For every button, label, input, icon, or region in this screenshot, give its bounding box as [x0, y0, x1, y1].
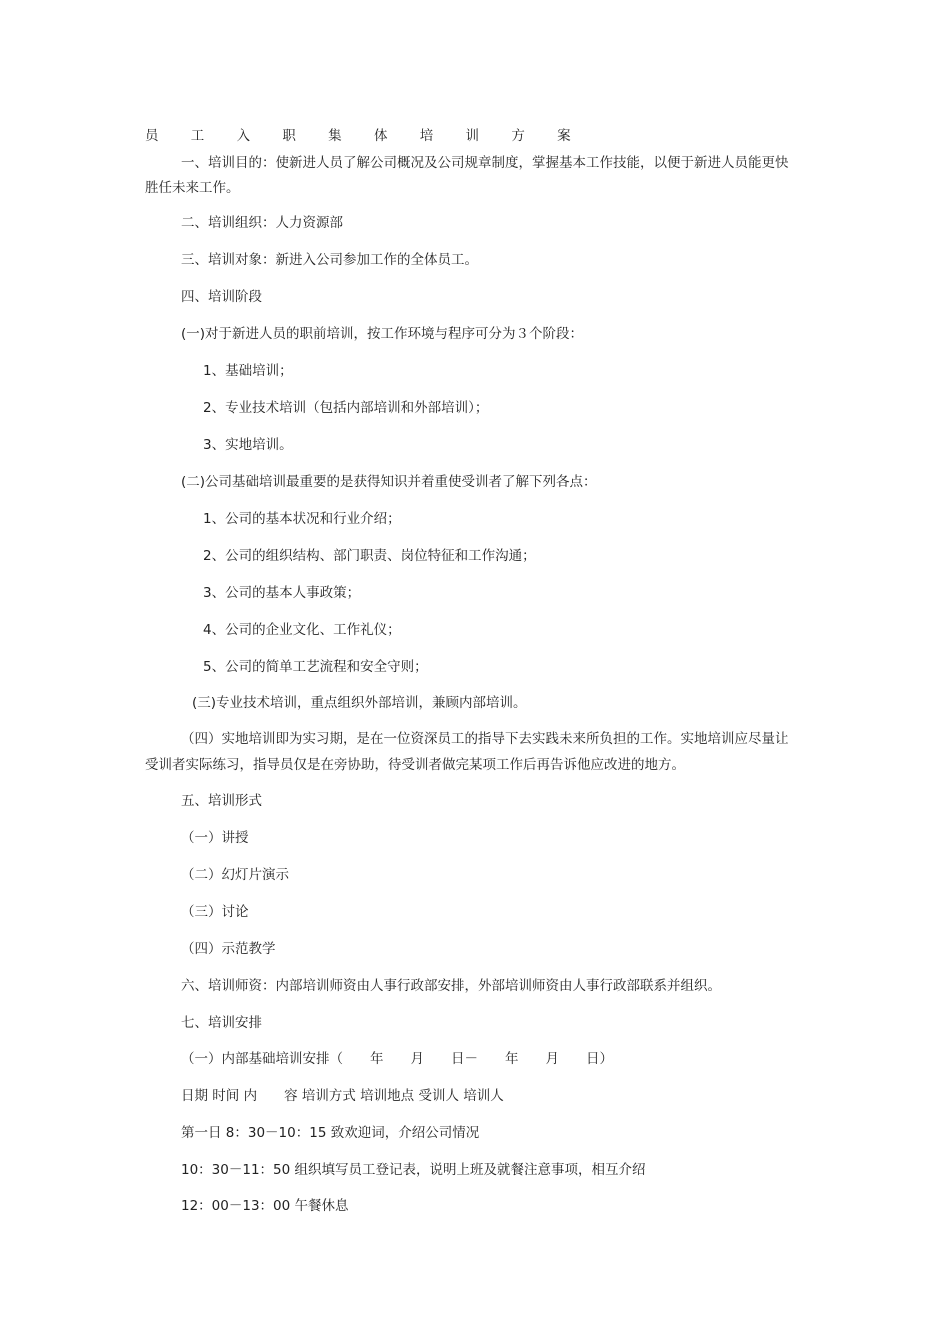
- list-item: 4、公司的企业文化、工作礼仪；: [203, 622, 401, 638]
- stage-four-line2: 受训者实际练习，指导员仅是在旁协助，待受训者做完某项工作后再告诉他应改进的地方。: [145, 757, 685, 773]
- section-schedule-heading: 七、培训安排: [181, 1015, 262, 1031]
- list-item: 3、实地培训。: [203, 437, 293, 453]
- table-row: 12：00－13：00 午餐休息: [181, 1198, 349, 1214]
- list-item: （二）幻灯片演示: [181, 867, 289, 883]
- section-purpose-line2: 胜任未来工作。: [145, 180, 240, 196]
- list-item: 5、公司的简单工艺流程和安全守则；: [203, 659, 428, 675]
- list-item: 3、公司的基本人事政策；: [203, 585, 361, 601]
- list-item: （三）讨论: [181, 904, 249, 920]
- internal-training-dates: （一）内部基础培训安排（ 年 月 日－ 年 月 日）: [181, 1051, 613, 1067]
- table-row: 第一日 8：30－10：15 致欢迎词，介绍公司情况: [181, 1125, 480, 1141]
- table-row: 10：30－11：50 组织填写员工登记表，说明上班及就餐注意事项，相互介绍: [181, 1162, 646, 1178]
- section-forms-heading: 五、培训形式: [181, 793, 262, 809]
- section-purpose-line1: 一、培训目的：使新进人员了解公司概况及公司规章制度，掌握基本工作技能，以便于新进人员能更快: [181, 155, 789, 171]
- section-target: 三、培训对象：新进入公司参加工作的全体员工。: [181, 252, 478, 268]
- list-item: 1、基础培训；: [203, 363, 293, 379]
- section-stages-heading: 四、培训阶段: [181, 289, 262, 305]
- stage-three: (三)专业技术培训，重点组织外部培训，兼顾内部培训。: [192, 695, 527, 711]
- stage-two-intro: (二)公司基础培训最重要的是获得知识并着重使受训者了解下列各点：: [181, 474, 597, 490]
- schedule-table-header: 日期 时间 内 容 培训方式 培训地点 受训人 培训人: [181, 1088, 504, 1104]
- list-item: 2、专业技术培训（包括内部培训和外部培训）；: [203, 400, 489, 416]
- stage-one-intro: (一)对于新进人员的职前培训，按工作环境与程序可分为３个阶段：: [181, 326, 584, 342]
- stage-four-line1: （四）实地培训即为实习期，是在一位资深员工的指导下去实践未来所负担的工作。实地培训应尽量让: [181, 731, 789, 747]
- document-title: 员 工 入 职 集 体 培 训 方 案: [145, 128, 585, 144]
- list-item: 2、公司的组织结构、部门职责、岗位特征和工作沟通；: [203, 548, 536, 564]
- section-trainers: 六、培训师资：内部培训师资由人事行政部安排，外部培训师资由人事行政部联系并组织。: [181, 978, 721, 994]
- section-organization: 二、培训组织：人力资源部: [181, 215, 343, 231]
- list-item: 1、公司的基本状况和行业介绍；: [203, 511, 401, 527]
- list-item: （四）示范教学: [181, 941, 276, 957]
- list-item: （一）讲授: [181, 830, 249, 846]
